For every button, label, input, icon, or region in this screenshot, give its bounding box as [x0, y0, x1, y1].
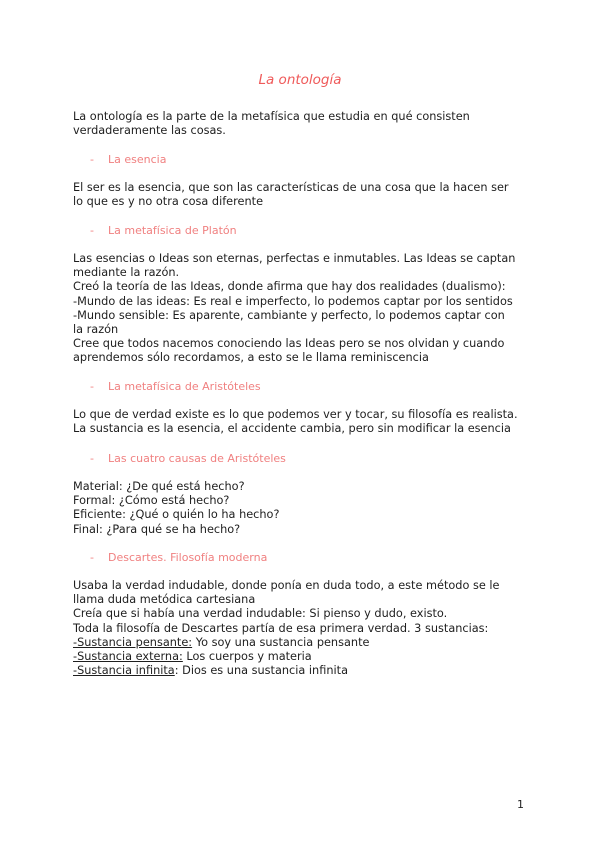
- section-heading-esencia: [90, 153, 166, 166]
- page-number: 1: [517, 798, 524, 811]
- text-line: El ser es la esencia, que son las características de una cosa que la hacen ser: [73, 181, 509, 194]
- bullet-dash: -: [90, 224, 94, 237]
- platon-paragraph: [73, 252, 533, 366]
- sustancia-desc: : Dios es una sustancia infinita: [174, 664, 348, 678]
- section-heading-label: Descartes. Filosofía moderna: [108, 551, 268, 564]
- sustancia-term: -Sustancia infinita: [73, 664, 175, 678]
- list-item: Formal: ¿Cómo está hecho?: [73, 494, 230, 508]
- text-line: verdaderamente las cosas.: [73, 124, 226, 138]
- text-line: Creía que si había una verdad indudable: Si pienso y dudo, existo.: [73, 607, 448, 621]
- text-line: Las esencias o Ideas son eternas, perfectas e inmutables. Las Ideas se captan: [73, 252, 516, 265]
- list-item: Eficiente: ¿Qué o quién lo ha hecho?: [73, 508, 280, 522]
- intro-paragraph: [73, 110, 533, 138]
- esencia-paragraph: [73, 181, 533, 209]
- text-line: -Mundo sensible: Es aparente, cambiante y perfecto, lo podemos captar con: [73, 308, 505, 322]
- sustancia-desc: Yo soy una sustancia pensante: [192, 635, 370, 649]
- list-item: Final: ¿Para qué se ha hecho?: [73, 522, 241, 536]
- section-heading-label: La esencia: [108, 153, 167, 166]
- bullet-dash: -: [90, 452, 94, 465]
- text-line: llama duda metódica cartesiana: [73, 593, 256, 607]
- list-item: [73, 664, 533, 678]
- text-line: Cree que todos nacemos conociendo las Ideas pero se nos olvidan y cuando: [73, 337, 505, 351]
- section-heading-aristoteles: [90, 380, 261, 393]
- text-line: La ontología es la parte de la metafísica que estudia en qué consisten: [73, 110, 470, 123]
- section-heading-label: La metafísica de Platón: [108, 224, 237, 237]
- text-line: mediante la razón.: [73, 266, 180, 280]
- text-line: La sustancia es la esencia, el accidente cambia, pero sin modificar la esencia: [73, 422, 511, 436]
- section-heading-platon: [90, 224, 237, 237]
- section-heading-causas: [90, 452, 286, 465]
- list-item: Material: ¿De qué está hecho?: [73, 480, 245, 493]
- sustancia-term: -Sustancia externa:: [73, 650, 183, 664]
- causas-list: [73, 480, 533, 537]
- bullet-dash: -: [90, 153, 94, 166]
- bullet-dash: -: [90, 551, 94, 564]
- section-heading-label: Las cuatro causas de Aristóteles: [108, 452, 286, 465]
- section-heading-label: La metafísica de Aristóteles: [108, 380, 261, 393]
- list-item: [73, 650, 533, 664]
- text-line: Lo que de verdad existe es lo que podemos ver y tocar, su filosofía es realista.: [73, 408, 518, 421]
- bullet-dash: -: [90, 380, 94, 393]
- page-title: La ontología: [258, 72, 342, 88]
- text-line: aprendemos sólo recordamos, a esto se le llama reminiscencia: [73, 351, 429, 365]
- descartes-paragraph: [73, 579, 533, 678]
- text-line: -Mundo de las ideas: Es real e imperfecto, lo podemos captar por los sentidos: [73, 294, 513, 308]
- text-line: Usaba la verdad indudable, donde ponía en duda todo, a este método se le: [73, 579, 500, 592]
- sustancia-term: -Sustancia pensante:: [73, 635, 193, 649]
- sustancia-desc: Los cuerpos y materia: [182, 650, 312, 664]
- text-line: lo que es y no otra cosa diferente: [73, 195, 264, 209]
- text-line: Creó la teoría de las Ideas, donde afirma que hay dos realidades (dualismo):: [73, 280, 506, 294]
- list-item: [73, 636, 533, 650]
- text-line: Toda la filosofía de Descartes partía de esa primera verdad. 3 sustancias:: [73, 621, 489, 635]
- aristoteles-paragraph: [73, 408, 533, 436]
- section-heading-descartes: [90, 551, 267, 564]
- text-line: la razón: [73, 323, 119, 337]
